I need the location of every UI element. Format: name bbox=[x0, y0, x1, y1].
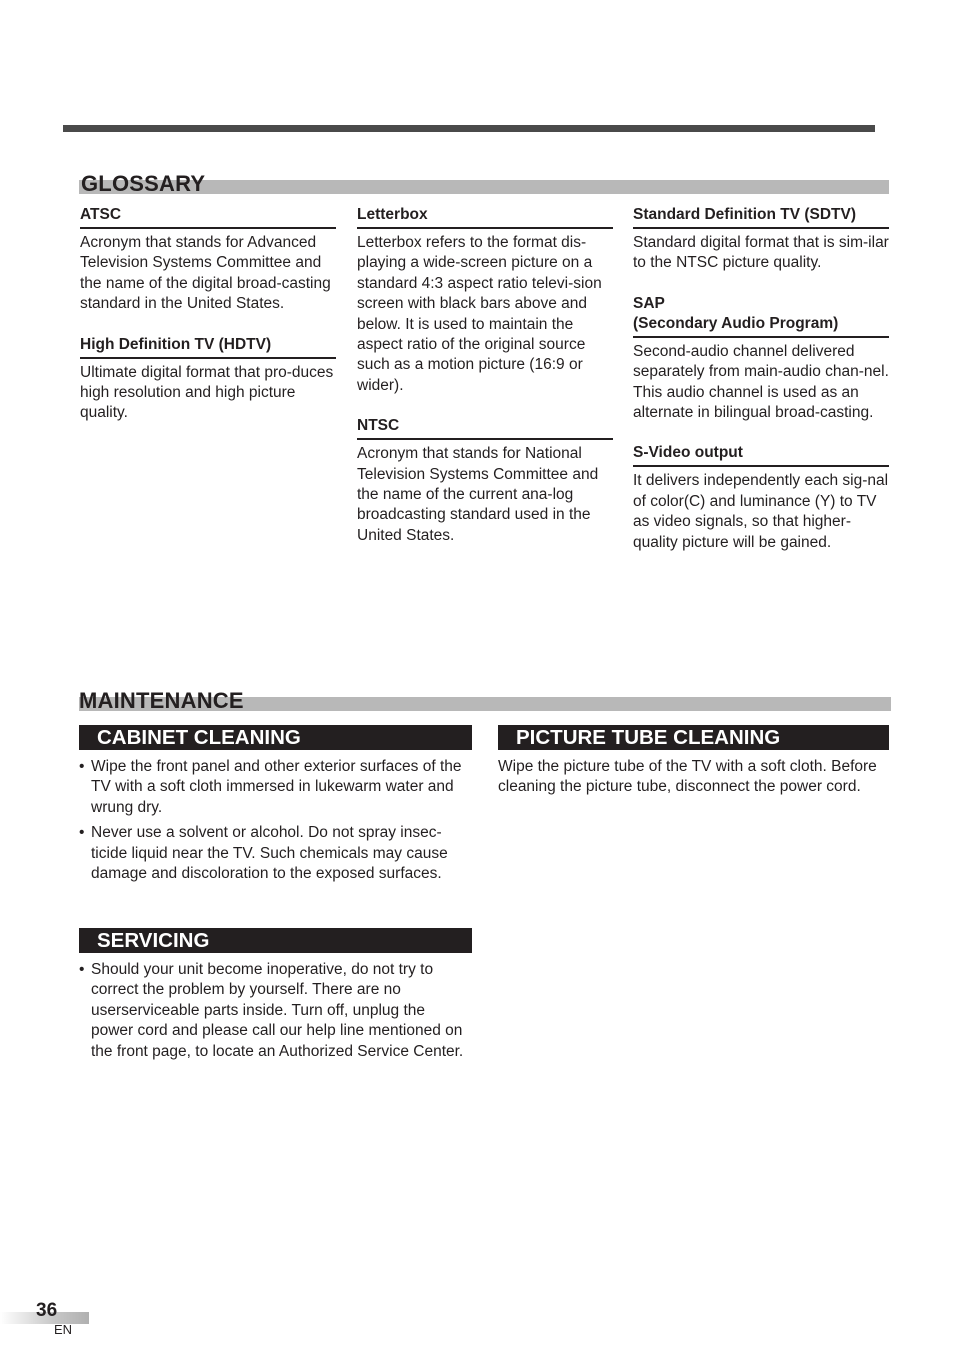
servicing-list bbox=[79, 960, 471, 1067]
term-description: Letterbox refers to the format dis-playing a wide-screen picture on a standard 4:3 aspect ratio televi-sion screen with black bars above and below. It is used to maintain the aspect ratio of the original source such as a motion picture (16:9 or wider). bbox=[357, 234, 602, 394]
term-title: NTSC bbox=[357, 416, 613, 440]
term-description: Standard digital format that is sim-ilar to the NTSC picture quality. bbox=[633, 234, 889, 272]
term-description: Ultimate digital format that pro-duces high resolution and high picture quality. bbox=[80, 363, 334, 422]
glossary-term-sap bbox=[633, 294, 889, 424]
glossary-column-2 bbox=[357, 205, 613, 566]
term-description: It delivers independently each sig-nal of color(C) and luminance (Y) to TV as video signals, so that higher-quality picture will be gained. bbox=[633, 472, 889, 551]
term-description: Acronym that stands for National Television Systems Committee and the name of the current ana-log broadcasting standard used in the United States. bbox=[357, 445, 599, 544]
term-title: S-Video output bbox=[633, 443, 889, 467]
cabinet-cleaning-list bbox=[79, 757, 471, 889]
glossary-term-ntsc bbox=[357, 416, 613, 546]
top-rule bbox=[63, 125, 875, 132]
glossary-column-3 bbox=[633, 205, 889, 573]
glossary-column-1 bbox=[80, 205, 336, 444]
list-item: • Wipe the front panel and other exterior surfaces of the TV with a soft cloth immersed in lukewarm water and wrung dry. bbox=[79, 757, 471, 818]
term-title-line-1: SAP bbox=[633, 294, 665, 312]
maintenance-header bbox=[79, 679, 891, 711]
glossary-header bbox=[79, 162, 889, 194]
picture-tube-cleaning-heading: PICTURE TUBE CLEANING bbox=[498, 725, 889, 750]
page-number: 36 bbox=[36, 1300, 58, 1321]
picture-tube-cleaning-text: Wipe the picture tube of the TV with a soft cloth. Before cleaning the picture tube, disconnect the power cord. bbox=[498, 758, 877, 796]
page-language: EN bbox=[54, 1322, 73, 1337]
glossary-term-letterbox bbox=[357, 205, 613, 396]
glossary-term-hdtv bbox=[80, 335, 336, 424]
term-title: Letterbox bbox=[357, 205, 613, 229]
glossary-title: GLOSSARY bbox=[81, 171, 206, 196]
cabinet-cleaning-heading: CABINET CLEANING bbox=[79, 725, 472, 750]
term-title: High Definition TV (HDTV) bbox=[80, 335, 336, 359]
list-item: • Never use a solvent or alcohol. Do not spray insec-ticide liquid near the TV. Such chemicals may cause damage and discoloration to the exposed surfaces. bbox=[79, 823, 471, 884]
glossary-term-s-video bbox=[633, 443, 889, 553]
list-item: • Should your unit become inoperative, do not try to correct the problem by yourself. There are no userserviceable parts inside. Turn off, unplug the power cord and please call our help line mentioned on the front page, to locate an Authorized Service Center. bbox=[79, 960, 471, 1062]
term-description: Second-audio channel delivered separately from main-audio chan-nel. This audio channel is used as an alternate in bilingual broad-casting. bbox=[633, 342, 889, 422]
glossary-term-sdtv bbox=[633, 205, 889, 274]
glossary-term-atsc bbox=[80, 205, 336, 315]
servicing-heading: SERVICING bbox=[79, 928, 472, 953]
term-title-line-2: (Secondary Audio Program) bbox=[633, 314, 839, 332]
term-title bbox=[633, 294, 889, 338]
term-title: ATSC bbox=[80, 205, 336, 229]
maintenance-title: MAINTENANCE bbox=[79, 688, 244, 713]
term-description: Acronym that stands for Advanced Television Systems Committee and the name of the digital broad-casting standard in the United States. bbox=[80, 234, 331, 313]
term-title: Standard Definition TV (SDTV) bbox=[633, 205, 889, 229]
